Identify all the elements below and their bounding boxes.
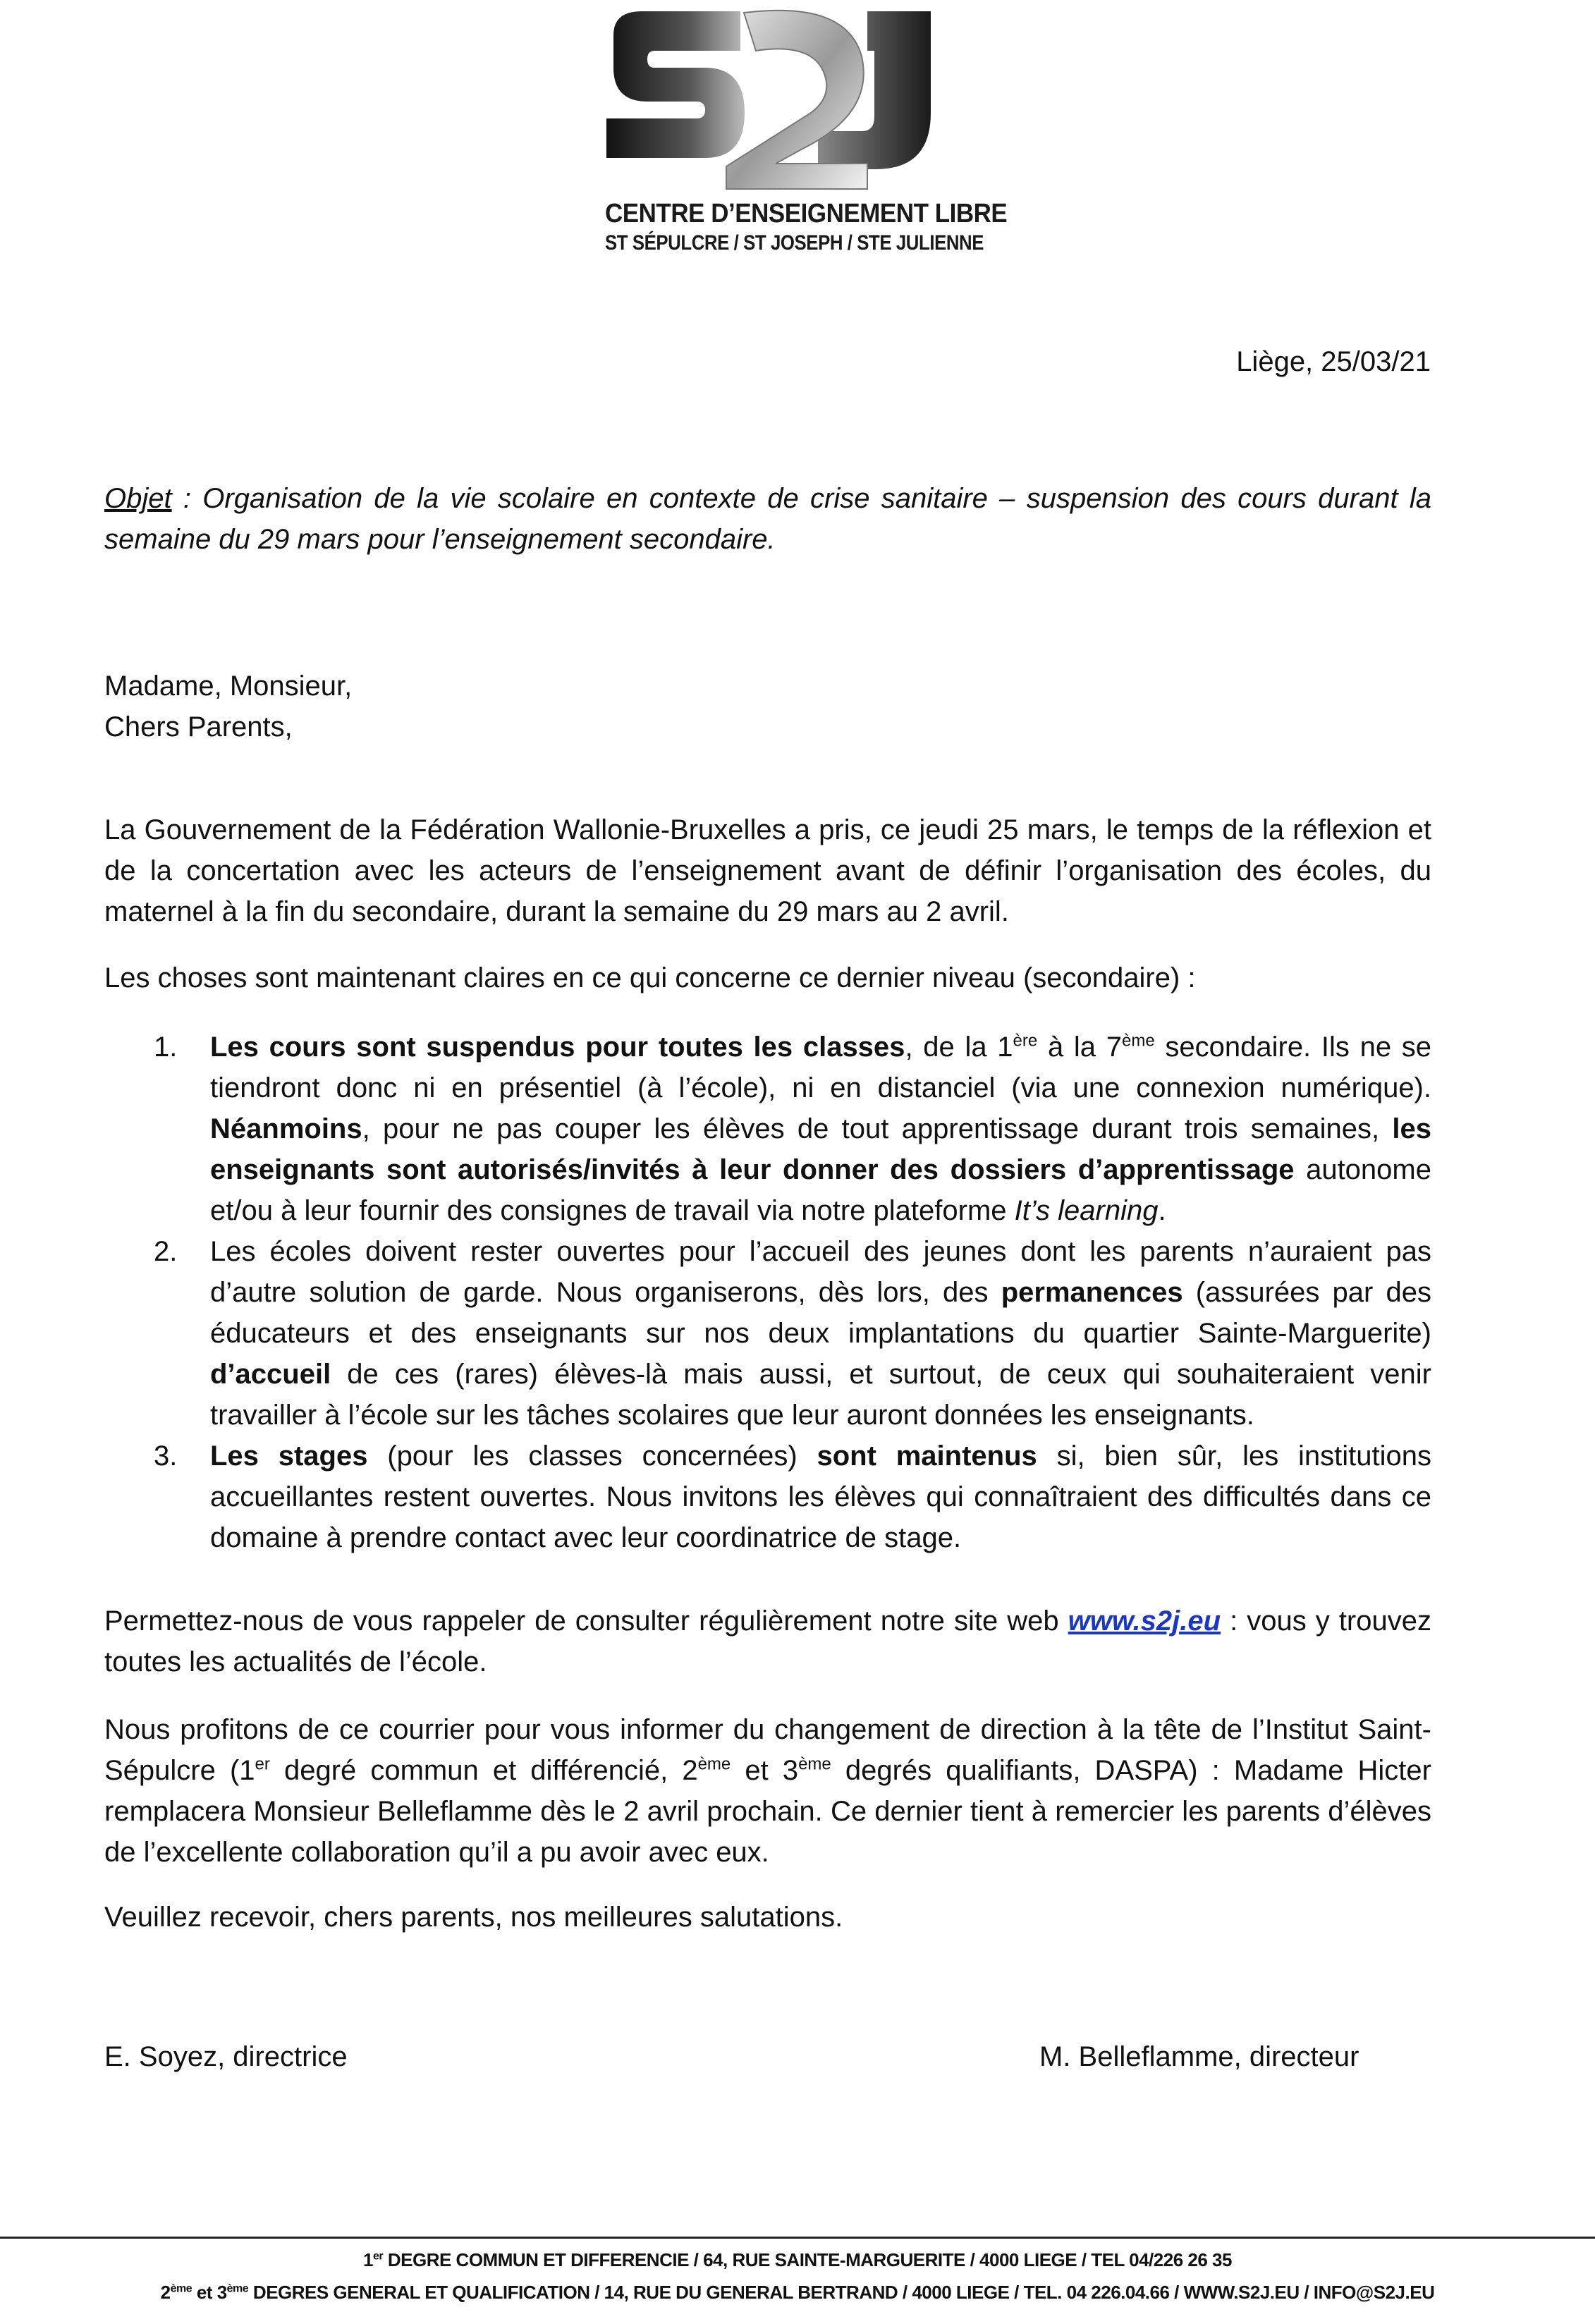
superscript: ème [170, 2282, 192, 2295]
paragraph-closing: Veuillez recevoir, chers parents, nos meilleures salutations. [104, 1902, 843, 1933]
item-text: . [1158, 1195, 1166, 1226]
platform-name: It’s learning [1014, 1195, 1159, 1226]
salutation [104, 666, 352, 747]
footer-divider [0, 2237, 1595, 2239]
paragraph-direction-change [104, 1709, 1431, 1873]
logo-campuses: ST SÉPULCRE / ST JOSEPH / STE JULIENNE [605, 231, 984, 255]
paragraph-text: degrés qualifiants, DASPA) : Madame Hicter remplacera Monsieur Belleflamme dès le 2 avril prochain. Ce dernier tient à remercier les parents d’élèves de l’excellente collaboration qu’il a pu avoir avec eux. [104, 1755, 1431, 1868]
website-link[interactable]: www.s2j.eu [1068, 1606, 1221, 1637]
list-item [104, 1027, 1431, 1231]
letter-date: Liège, 25/03/21 [1236, 346, 1431, 377]
bold-text: Néanmoins [210, 1113, 362, 1144]
superscript: ème [798, 1754, 831, 1774]
footer-text: et 3 [192, 2282, 227, 2303]
paragraph-website [104, 1601, 1431, 1682]
website-text: Permettez-nous de vous rappeler de consulter régulièrement notre site web [104, 1606, 1068, 1637]
footer-text: 1 [363, 2249, 374, 2270]
website-text: : vous y trouvez toutes les actualités de l’école. [104, 1606, 1431, 1677]
bold-text: d’accueil [210, 1359, 331, 1390]
bold-text: sont maintenus [817, 1441, 1037, 1472]
signature-directrice: E. Soyez, directrice [104, 2041, 348, 2072]
logo-subtitle: CENTRE D’ENSEIGNEMENT LIBRE [605, 199, 1008, 228]
bold-text: permanences [1001, 1277, 1183, 1308]
list-number: 1. [154, 1032, 178, 1063]
item-text: (assurées par des éducateurs et des enseignants sur nos deux implantations du quartier Sainte-Marguerite) [210, 1277, 1431, 1349]
superscript: er [373, 2250, 384, 2263]
footer-text: DEGRES GENERAL ET QUALIFICATION / 14, RUE DU GENERAL BERTRAND / 4000 LIEGE / TEL. 04 226.04.66 / WWW.S2J.EU / INFO@S2J.EU [248, 2282, 1435, 2303]
paragraph-text: et 3 [731, 1755, 799, 1786]
list-item [104, 1436, 1431, 1558]
superscript: ème [1121, 1031, 1155, 1051]
item-text: si, bien sûr, les institutions accueillantes restent ouvertes. Nous invitons les élèves qui connaîtraient des difficultés dans ce domaine à prendre contact avec leur coordinatrice de stage. [210, 1441, 1432, 1553]
item-text: autonome et/ou à leur fournir des consignes de travail via notre plateforme [210, 1154, 1431, 1226]
paragraph-text: Nous profitons de ce courrier pour vous informer du changement de direction à la tête de l’Institut Saint-Sépulcre (1 [104, 1714, 1431, 1786]
subject-label: Objet [104, 483, 172, 514]
item-text: , de la 1 [905, 1032, 1013, 1063]
school-logo [599, 7, 1008, 261]
superscript: ème [226, 2282, 249, 2295]
footer-text: DEGRE COMMUN ET DIFFERENCIE / 64, RUE SAINTE-MARGUERITE / 4000 LIEGE / TEL 04/226 26 35 [383, 2249, 1232, 2270]
subject-text: : Organisation de la vie scolaire en contexte de crise sanitaire – suspension des cours durant la semaine du 29 mars pour l’enseignement secondaire. [104, 483, 1431, 555]
footer-text: 2 [160, 2282, 171, 2303]
superscript: ème [697, 1754, 731, 1774]
signature-directeur: M. Belleflamme, directeur [1039, 2041, 1359, 2072]
item-text: à la 7 [1037, 1032, 1122, 1063]
superscript: er [255, 1754, 270, 1774]
item-text: secondaire. Ils ne se tiendront donc ni en présentiel (à l’école), ni en distanciel (via une connexion numérique). [210, 1032, 1432, 1103]
footer-line-2 [0, 2282, 1595, 2304]
item-text: , pour ne pas couper les élèves de tout apprentissage durant trois semaines, [362, 1113, 1393, 1144]
bold-text: les enseignants sont autorisés/invités à leur donner des dossiers d’apprentissage [210, 1113, 1431, 1185]
footer-line-1 [0, 2249, 1595, 2271]
superscript: ère [1013, 1031, 1038, 1051]
bold-text: Les stages [210, 1441, 368, 1472]
subject-line [104, 478, 1431, 560]
list-number: 3. [154, 1441, 178, 1472]
paragraph-text: degré commun et différencié, 2 [269, 1755, 698, 1786]
s2j-logo-mark [599, 7, 938, 192]
item-text: Les écoles doivent rester ouvertes pour l’accueil des jeunes dont les parents n’auraient pas d’autre solution de garde. Nous organiserons, dès lors, des [210, 1236, 1431, 1308]
salutation-line-1: Madame, Monsieur, [104, 671, 353, 702]
measures-list [104, 1027, 1431, 1558]
list-number: 2. [154, 1236, 178, 1267]
bold-text: Les cours sont suspendus pour toutes les classes [210, 1032, 905, 1063]
paragraph-secondary-level: Les choses sont maintenant claires en ce qui concerne ce dernier niveau (secondaire) : [104, 962, 1196, 993]
paragraph-intro: La Gouvernement de la Fédération Wallonie-Bruxelles a pris, ce jeudi 25 mars, le temps de la réflexion et de la concertation avec les acteurs de l’enseignement avant de définir l’organisation des écoles, du maternel à la fin du secondaire, durant la semaine du 29 mars au 2 avril. [104, 814, 1431, 927]
salutation-line-2: Chers Parents, [104, 711, 293, 742]
item-text: de ces (rares) élèves-là mais aussi, et surtout, de ceux qui souhaiteraient venir travailler à l’école sur les tâches scolaires que leur auront données les enseignants. [210, 1359, 1431, 1431]
list-item [104, 1231, 1431, 1436]
item-text: (pour les classes concernées) [367, 1441, 817, 1472]
